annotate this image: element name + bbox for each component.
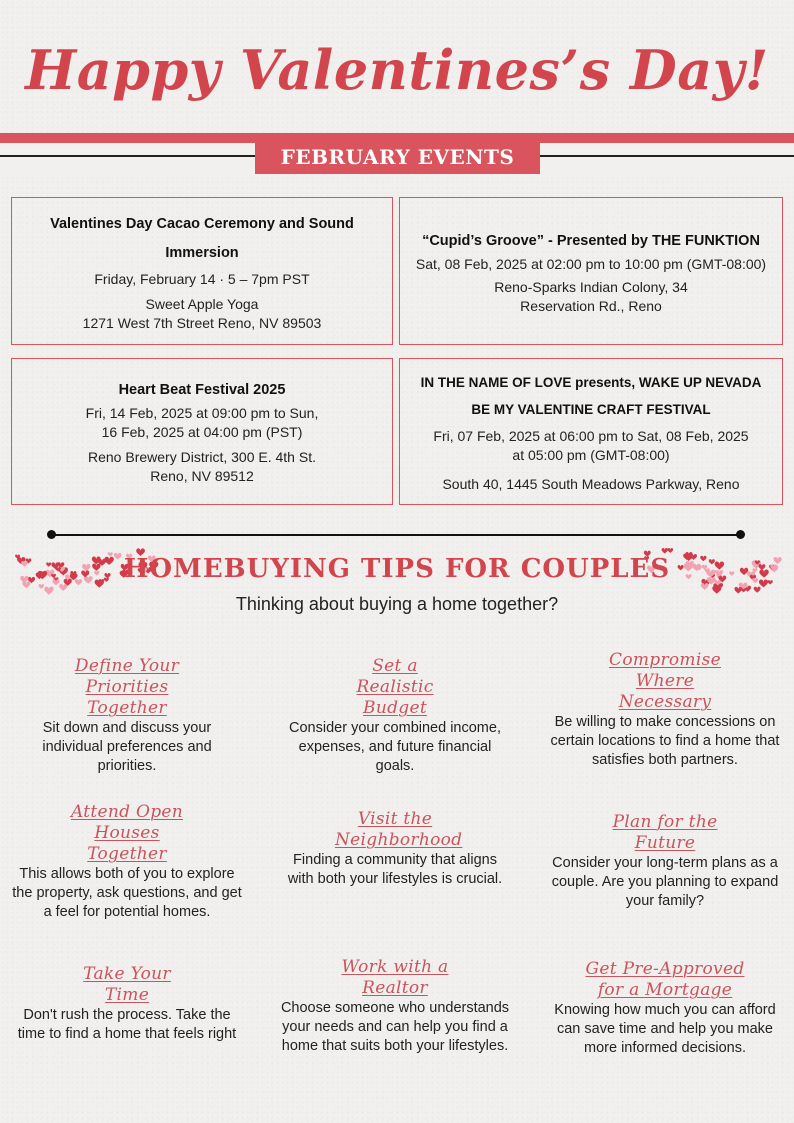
event-card — [11, 197, 393, 345]
divider-dot — [47, 530, 56, 539]
tip-body: Sit down and discuss your individual preferences and priorities. — [42, 720, 212, 774]
tip-body: Finding a community that aligns with both your lifestyles is crucial. — [287, 852, 503, 887]
heart-icon — [39, 584, 45, 589]
event-name: “Cupid’s Groove” - Presented by THE FUNKTION — [422, 232, 760, 249]
tip-body: Knowing how much you can afford can save time and help you make more informed decisions. — [554, 1002, 776, 1056]
tip-card — [280, 957, 510, 1056]
tip-heading: Get Pre-Approved for a Mortgage — [585, 959, 745, 1000]
tip-body: Be willing to make concessions on certain locations to find a home that satisfies both partners. — [550, 714, 780, 768]
event-name: Valentines Day Cacao Ceremony and Sound Immersion — [50, 215, 354, 261]
divider-dot — [736, 530, 745, 539]
heart-icon — [662, 548, 668, 554]
homebuying-heading: HOMEBUYING TIPS FOR COUPLES — [123, 554, 671, 584]
event-location: 1271 West 7th Street Reno, NV 89503 — [82, 314, 322, 331]
tip-body: Don't rush the process. Take the time to find a home that feels right — [17, 1007, 237, 1042]
tip-card — [550, 812, 780, 911]
event-location: Reno, NV 89512 — [150, 467, 254, 484]
event-card — [399, 358, 783, 505]
tip-heading: Set a Realistic Budget — [356, 656, 434, 718]
heart-icon — [754, 587, 761, 593]
tip-card — [280, 656, 510, 776]
homebuying-subtitle: Thinking about buying a home together? — [235, 594, 559, 614]
heart-icon — [59, 584, 67, 591]
event-location: South 40, 1445 South Meadows Parkway, Reno — [442, 476, 740, 492]
event-card — [399, 197, 783, 345]
page-title: Happy Valentines’s Day! — [25, 38, 769, 102]
tip-card — [12, 656, 242, 776]
tip-card — [12, 964, 242, 1044]
tip-body: Choose someone who understands your needs and can help you find a home that suits both your lifestyles. — [280, 1000, 510, 1054]
heart-icon — [734, 587, 742, 594]
event-name: Heart Beat Festival 2025 — [118, 381, 286, 398]
heart-icon — [668, 548, 674, 553]
tip-card — [550, 959, 780, 1058]
event-date: Friday, February 14 · 5 – 7pm PST — [94, 270, 310, 287]
event-location: Reno Brewery District, 300 E. 4th St. — [88, 448, 316, 465]
tip-body: Consider your combined income, expenses, and future financial goals. — [289, 720, 501, 774]
tip-body: Consider your long-term plans as a couple. Are you planning to expand your family? — [551, 855, 779, 909]
band-line-left — [0, 155, 255, 157]
tip-card — [280, 809, 510, 889]
events-heading: FEBRUARY EVENTS — [255, 140, 540, 174]
tip-heading: Compromise Where Necessary — [609, 650, 721, 712]
tip-heading: Attend Open Houses Together — [70, 802, 184, 864]
event-date: Fri, 14 Feb, 2025 at 09:00 pm to Sun, 16 Feb, 2025 at 04:00 pm (PST) — [85, 404, 319, 440]
tip-heading: Plan for the Future — [612, 812, 718, 853]
event-location: Reservation Rd., Reno — [520, 297, 662, 314]
event-name: IN THE NAME OF LOVE presents, WAKE UP NEVADA BE MY VALENTINE CRAFT FESTIVAL — [420, 375, 762, 417]
event-date: Sat, 08 Feb, 2025 at 02:00 pm to 10:00 pm (GMT-08:00) — [415, 255, 767, 272]
event-location: Sweet Apple Yoga — [145, 295, 259, 312]
event-date: Fri, 07 Feb, 2025 at 06:00 pm to Sat, 08 Feb, 2025 at 05:00 pm (GMT-08:00) — [433, 428, 749, 463]
event-card — [11, 358, 393, 505]
tip-heading: Take Your Time — [83, 964, 171, 1005]
tip-heading: Define Your Priorities Together — [74, 656, 180, 718]
tip-body: This allows both of you to explore the property, ask questions, and get a feel for potential homes. — [12, 866, 242, 920]
tip-card — [12, 802, 242, 922]
tip-heading: Visit the Neighborhood — [335, 809, 463, 850]
event-location: Reno-Sparks Indian Colony, 34 — [494, 278, 688, 295]
band-line-right — [540, 155, 794, 157]
section-divider — [52, 534, 740, 536]
tip-card — [550, 650, 780, 770]
tip-heading: Work with a Realtor — [341, 957, 449, 998]
